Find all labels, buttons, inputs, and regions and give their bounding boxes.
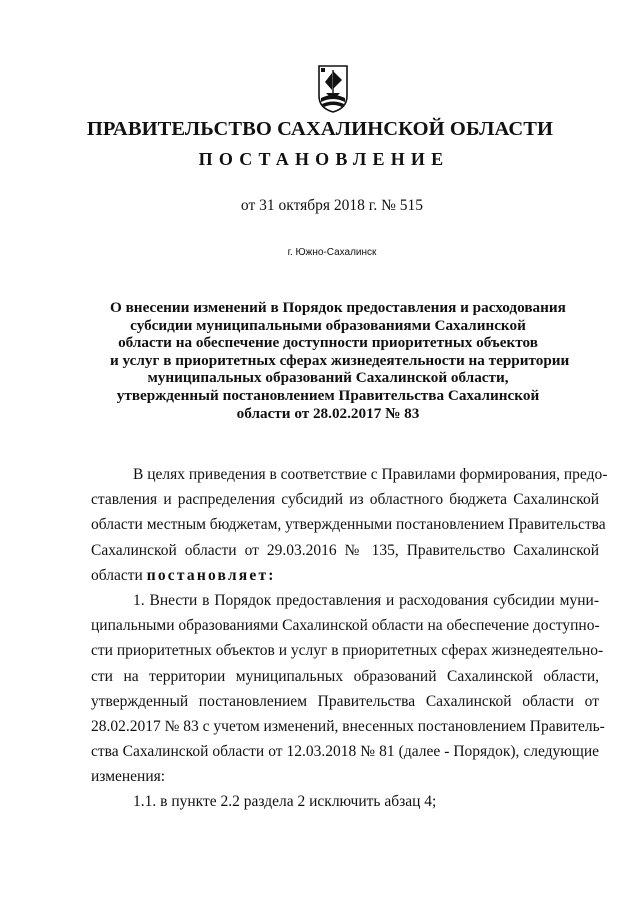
document-date-number: от 31 октября 2018 г. № 515 [240,197,424,214]
subject-line: утвержденный постановлением Правительства Сахалинской [116,386,540,404]
item1-line: 1. Внести в Порядок предоставления и расходования субсидии муни- [133,591,599,609]
preamble-line: ставления и распределения субсидий из областного бюджета Сахалинской [91,491,599,509]
document-body [91,462,608,815]
preamble-line: В целях приведения в соответствие с Правилами формирования, предо- [133,466,608,483]
preamble-line: области местным бюджетам, утвержденными постановлением Правительства [91,516,606,534]
subject-line: О внесении изменений в Порядок предоставления и расходования [110,299,566,316]
coat-of-arms-icon [316,62,350,114]
item1-line: сти на территории муниципальных образований Сахалинской области, [91,667,599,685]
preamble-line [91,563,599,588]
preamble-end-text: области [91,566,147,584]
item1-line: ства Сахалинской области от 12.03.2018 № 81 (далее - Порядок), следующие [91,743,599,761]
subject-line: и услуг в приоритетных сферах жизнедеятельности на территории [110,351,570,369]
document-city: г. Южно-Сахалинск [287,247,377,258]
government-title: ПРАВИТЕЛЬСТВО САХАЛИНСКОЙ ОБЛАСТИ [86,118,554,140]
item1-line: изменения: [91,768,166,786]
document-type: ПОСТАНОВЛЕНИЕ [198,149,450,169]
item1-line: утвержденный постановлением Правительства Сахалинской области от [91,692,599,710]
subject-line: области от 28.02.2017 № 83 [236,404,420,422]
subject-line: субсидии муниципальными образованиями Сахалинской [130,316,526,334]
decree-word: постановляет: [146,566,276,584]
subject-line: муниципальных образований Сахалинской области, [147,369,509,387]
subject-line: области на обеспечение доступности приоритетных объектов [118,334,538,352]
preamble-line: Сахалинской области от 29.03.2016 № 135, Правительство Сахалинской [91,541,599,559]
document-subject [110,299,570,422]
item1-line: 28.02.2017 № 83 с учетом изменений, внесенных постановлением Правитель- [91,717,605,735]
item1-line: ципальными образованиями Сахалинской области на обеспечение доступно- [91,617,600,635]
item1-line: сти приоритетных объектов и услуг в приоритетных сферах жизнедеятельно- [91,642,604,660]
item1-1-line: 1.1. в пункте 2.2 раздела 2 исключить абзац 4; [133,793,437,811]
